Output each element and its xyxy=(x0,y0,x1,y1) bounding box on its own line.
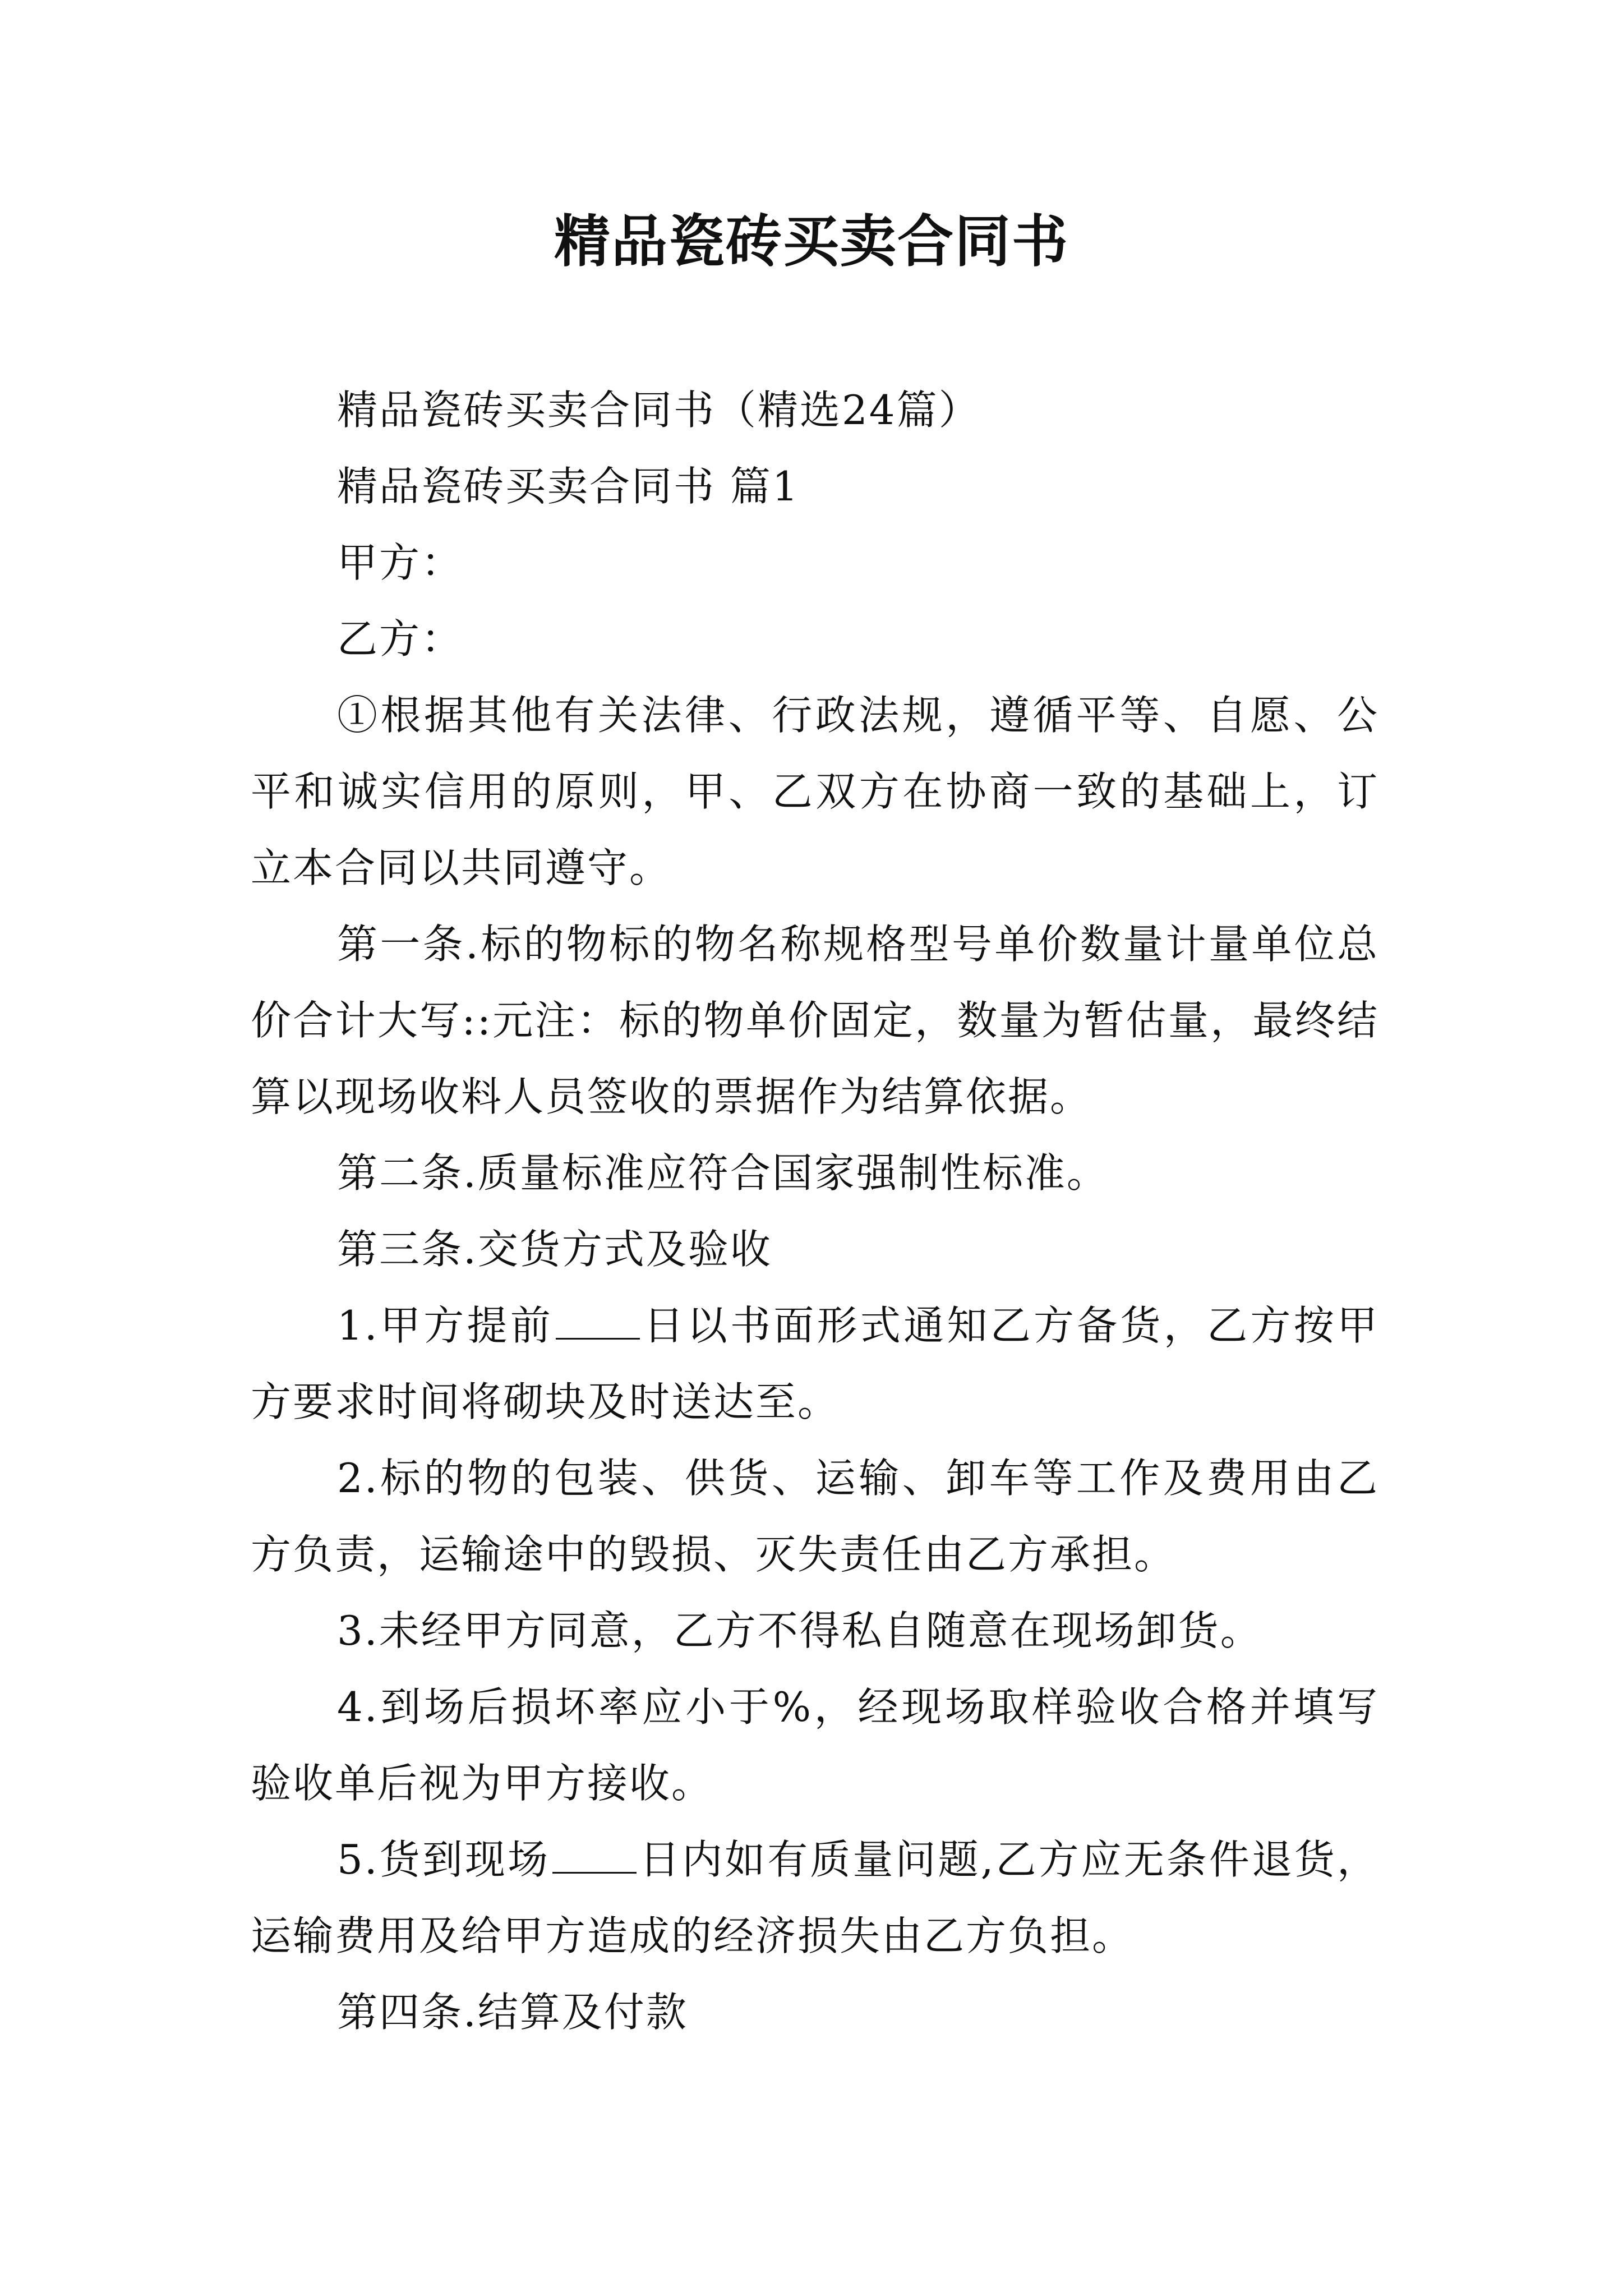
subtitle-line: 精品瓷砖买卖合同书（精选24篇） xyxy=(337,386,981,434)
item-5 xyxy=(251,1821,1379,1974)
item-1-prefix: 1.甲方提前 xyxy=(337,1302,554,1349)
intro-paragraph: ①根据其他有关法律、行政法规，遵循平等、自愿、公平和诚实信用的原则，甲、乙双方在协商一致的基础上，订立本合同以共同遵守。 xyxy=(251,692,1379,891)
item-2: 2.标的物的包装、供货、运输、卸车等工作及费用由乙方负责，运输途中的毁损、灭失责任由乙方承担。 xyxy=(251,1455,1379,1578)
item-5-suffix: 日内如有质量问题,乙方应无条件退货，运输费用及给甲方造成的经济损失由乙方负担。 xyxy=(251,1836,1380,1959)
item-5-prefix: 5.货到现场 xyxy=(337,1836,551,1883)
article-3-heading: 第三条.交货方式及验收 xyxy=(337,1226,772,1273)
item-1-suffix: 日以书面形式通知乙方备货，乙方按甲方要求时间将砌块及时送达至。 xyxy=(251,1302,1379,1425)
fill-in-blank xyxy=(556,1304,640,1340)
article-4-heading: 第四条.结算及付款 xyxy=(337,1989,688,2036)
party-b-line: 乙方： xyxy=(337,615,464,662)
document-title: 精品瓷砖买卖合同书 xyxy=(554,208,1069,274)
document-body xyxy=(251,372,1379,2050)
item-3: 3.未经甲方同意，乙方不得私自随意在现场卸货。 xyxy=(337,1607,1262,1654)
article-2: 第二条.质量标准应符合国家强制性标准。 xyxy=(337,1149,1109,1197)
item-4: 4.到场后损坏率应小于%，经现场取样验收合格并填写验收单后视为甲方接收。 xyxy=(251,1683,1379,1807)
fill-in-blank xyxy=(552,1838,637,1874)
item-1 xyxy=(251,1287,1379,1440)
party-a-line: 甲方： xyxy=(337,539,464,586)
article-1: 第一条.标的物标的物名称规格型号单价数量计量单位总价合计大写::元注：标的物单价固定，数量为暂估量，最终结算以现场收料人员签收的票据作为结算依据。 xyxy=(251,921,1379,1120)
section-heading: 精品瓷砖买卖合同书 篇1 xyxy=(337,463,800,510)
